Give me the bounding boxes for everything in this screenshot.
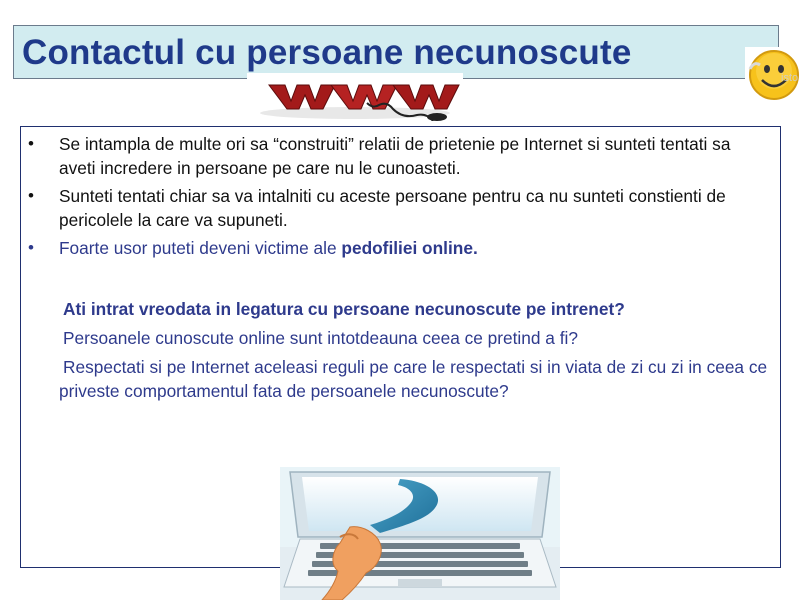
bullet-item-1	[21, 132, 771, 180]
bullet-item-2	[21, 184, 771, 232]
title-banner	[13, 25, 779, 79]
bullet-list	[21, 132, 771, 264]
smiley-icon	[745, 47, 799, 103]
bullet-text-1: Se intampla de multe ori sa “construiti” relatii de prietenie pe Internet si sunteti tentati sa aveti incredere in persoane pe care nu le cunoasteti.	[59, 134, 731, 178]
bullet-marker: •	[28, 238, 34, 257]
question-3	[59, 355, 769, 403]
laptop-hand-image	[280, 467, 560, 600]
question-1-text: Ati intrat vreodata in legatura cu persoane necunoscute pe intrenet?	[63, 299, 625, 319]
slide-title: Contactul cu persoane necunoscute	[22, 33, 632, 72]
bullet-marker: •	[28, 134, 34, 153]
bullet-text-2: Sunteti tentati chiar sa va intalniti cu aceste persoane pentru ca nu sunteti constienti de pericolele la care va supuneti.	[59, 186, 726, 230]
question-2	[59, 326, 769, 350]
question-1	[59, 297, 769, 321]
svg-text:isto: isto	[781, 72, 799, 84]
www-logo-image	[247, 73, 463, 121]
question-3-text: Respectati si pe Internet aceleasi reguli pe care le respectati si in viata de zi cu zi in ceea ce priveste comportamentul fata de persoanele necunoscute?	[59, 357, 768, 401]
question-2-text: Persoanele cunoscute online sunt intotdeauna ceea ce pretind a fi?	[63, 328, 578, 348]
bullet-text-3-emphasis: pedofiliei online.	[341, 238, 478, 258]
bullet-marker: •	[28, 186, 34, 205]
bullet-item-3	[21, 236, 771, 260]
bullet-text-3: Foarte usor puteti deveni victime ale	[59, 238, 342, 258]
